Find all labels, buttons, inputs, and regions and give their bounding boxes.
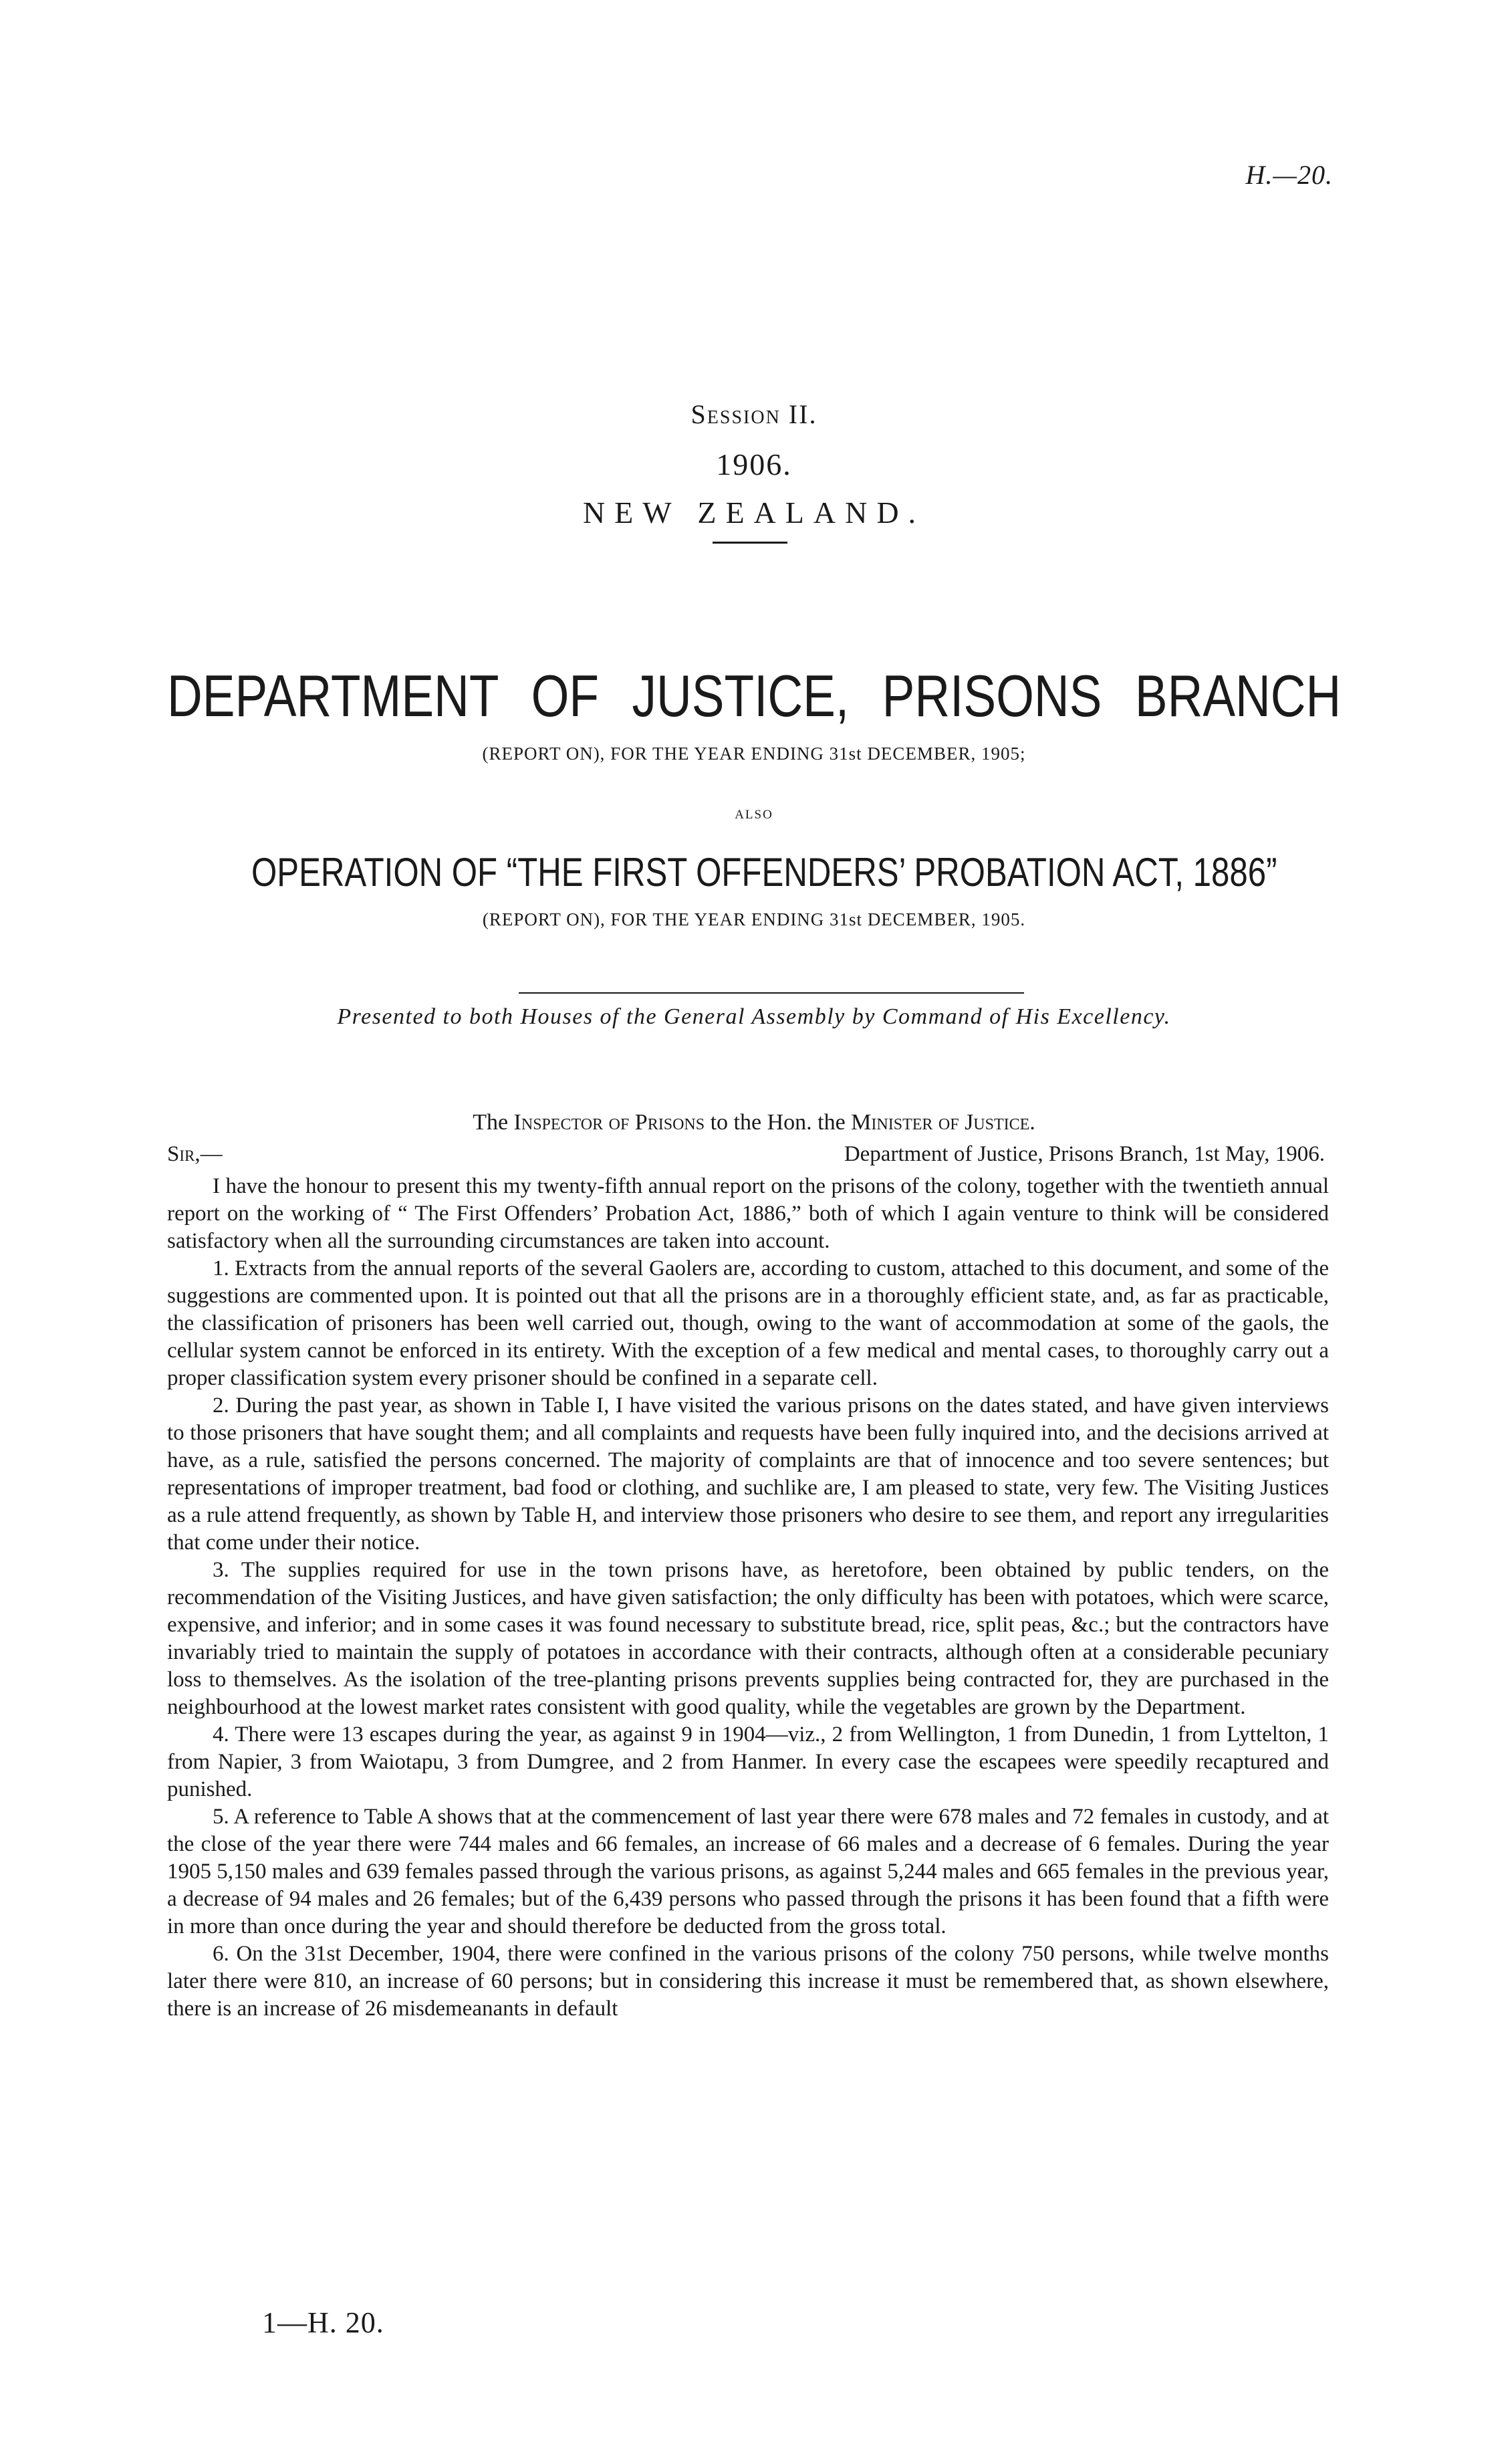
paragraph-2: 2. During the past year, as shown in Table I, I have visited the various prisons on the dates stated, and have given interviews to those prisoners that have sought them; and all complaints and requests have been fully inquired into, and the decisions arrived at have, as a rule, satisfied the persons concerned. The majority of complaints are that of innocence and too severe sentences; but representations of improper treatment, bad food or clothing, and suchlike are, I am pleased to state, very few. The Visiting Justices as a rule attend frequently, as shown by Table H, and interview those prisoners who desire to see them, and report any irregularities that come under their notice. xyxy=(167,1393,1329,1555)
paragraph-6: 6. On the 31st December, 1904, there were confined in the various prisons of the colony 750 persons, while twelve months later there were 810, an increase of 60 persons; but in considering this increase it must be remembered that, as shown elsewhere, there is an increase of 26 misdemeanants in default xyxy=(167,1942,1329,2021)
year-label: 1906. xyxy=(716,447,792,481)
header-rule xyxy=(713,542,787,544)
report-title: DEPARTMENT OF JUSTICE, PRISONS BRANCH xyxy=(167,663,1342,729)
dateline: Department of Justice, Prisons Branch, 1st May, 1906. xyxy=(844,1142,1325,1166)
paragraph-5: 5. A reference to Table A shows that at the commencement of last year there were 678 males and 72 females in custody, and at the close of the year there were 744 males and 66 females, an increase of 66 males and a decrease of 6 females. During the year 1905 5,150 males and 639 females passed through the various prisons, as against 5,244 males and 665 females in the previous year, a decrease of 94 males and 26 females; but of the 6,439 persons who passed through the prisons it has been found that a fifth were in more than once during the year and should therefore be deducted from the gross total. xyxy=(167,1805,1329,1938)
presented-line: Presented to both Houses of the General Assembly by Command of His Excellency. xyxy=(337,1004,1171,1029)
paragraph-intro: I have the honour to present this my twenty-fifth annual report on the prisons of the colony, together with the twentieth annual report on the working of “ The First Offenders’ Probation Act, 1886,” both of which I again venture to think will be considered satisfactory when all the surrounding circumstances are taken into account. xyxy=(167,1174,1329,1253)
signature-mark: 1—H. 20. xyxy=(262,2306,384,2339)
second-report-subtitle: (REPORT ON), FOR THE YEAR ENDING 31st DECEMBER, 1905. xyxy=(482,909,1026,929)
presented-top-rule xyxy=(519,992,1024,994)
letter-body xyxy=(167,1173,1329,2023)
country-label: NEW ZEALAND. xyxy=(582,495,926,530)
also-label: ALSO xyxy=(735,808,773,822)
session-label: Session II. xyxy=(690,399,818,429)
letter-addressee: The Inspector of Prisons to the Hon. the Minister of Justice. xyxy=(473,1110,1035,1135)
second-report-title: OPERATION OF “THE FIRST OFFENDERS’ PROBATION ACT, 1886” xyxy=(251,850,1277,895)
paper-reference: H.—20. xyxy=(1245,160,1333,190)
report-subtitle: (REPORT ON), FOR THE YEAR ENDING 31st DECEMBER, 1905; xyxy=(482,744,1026,764)
salutation: Sir,— xyxy=(167,1142,223,1166)
paragraph-1: 1. Extracts from the annual reports of the several Gaolers are, according to custom, attached to this document, and some of the suggestions are commented upon. It is pointed out that all the prisons are in a thoroughly efficient state, and, as far as practicable, the classification of prisoners has been well carried out, though, owing to the want of accommodation at some of the gaols, the cellular system cannot be enforced in its entirety. With the exception of a few medical and mental cases, to thoroughly carry out a proper classification system every prisoner should be confined in a separate cell. xyxy=(167,1256,1329,1390)
paragraph-4: 4. There were 13 escapes during the year, as against 9 in 1904—viz., 2 from Wellington, 1 from Dunedin, 1 from Lyttelton, 1 from Napier, 3 from Waiotapu, 3 from Dumgree, and 2 from Hanmer. In every case the escapees were speedily recaptured and punished. xyxy=(167,1722,1329,1801)
paragraph-3: 3. The supplies required for use in the town prisons have, as heretofore, been obtained by public tenders, on the recommendation of the Visiting Justices, and have given satisfaction; the only difficulty has been with potatoes, which were scarce, expensive, and inferior; and in some cases it was found necessary to substitute bread, rice, split peas, &c.; but the contractors have invariably tried to maintain the supply of potatoes in accordance with their contracts, although often at a considerable pecuniary loss to themselves. As the isolation of the tree-planting prisons prevents supplies being contracted for, they are purchased in the neighbourhood at the lowest market rates consistent with good quality, while the vegetables are grown by the Department. xyxy=(167,1558,1329,1719)
